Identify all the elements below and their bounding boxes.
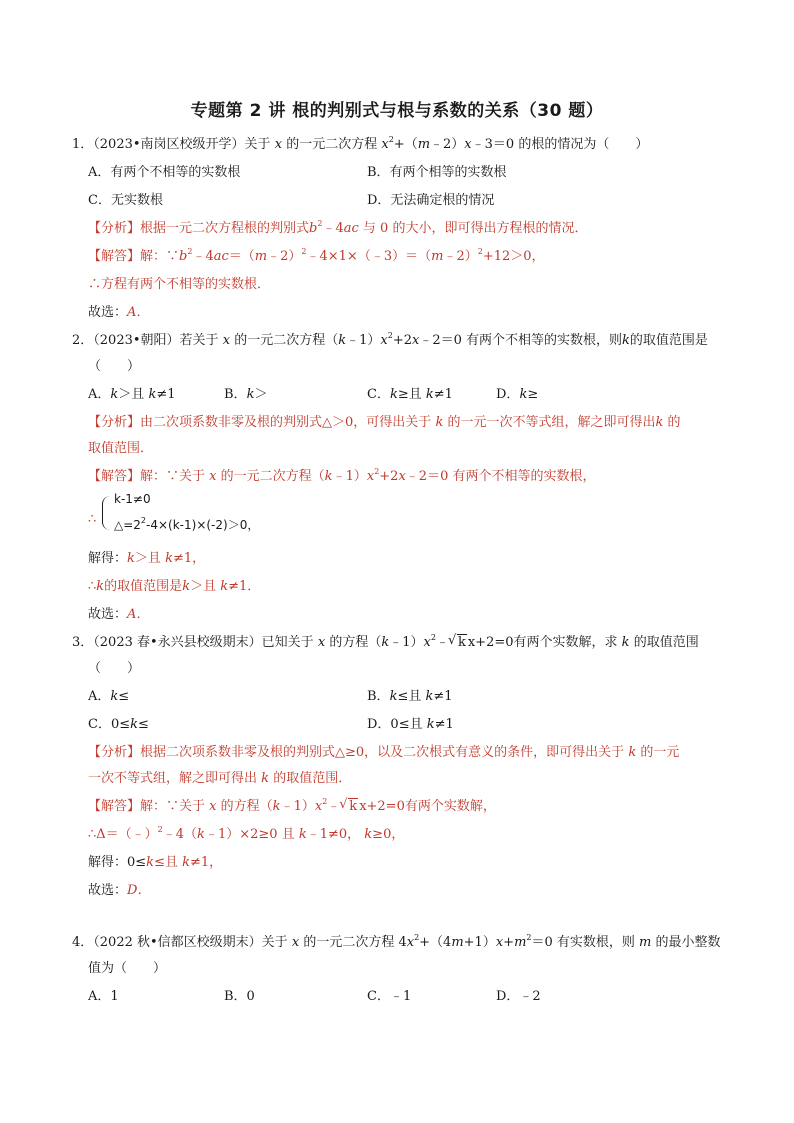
analysis-text: 一次不等式组，解之即可得出 xyxy=(88,771,258,786)
q3-text: x+2=0有两个实数解，求 xyxy=(467,635,618,650)
system-row-1: k-1≠0 xyxy=(114,492,151,506)
q2-text: ﹣1） xyxy=(346,333,381,348)
option-text: ≤且 xyxy=(397,689,422,704)
q3-option-a xyxy=(88,688,129,706)
var: k xyxy=(425,387,434,402)
solution-text: ∴Δ＝（﹣） xyxy=(88,827,158,842)
result-text: ≠1， xyxy=(190,855,223,870)
q1-conclusion: ∴方程有两个不相等的实数根． xyxy=(88,277,271,292)
result-text: ≠1， xyxy=(172,551,206,566)
q4-text: 的最小整数 xyxy=(655,935,721,950)
var: k xyxy=(628,745,637,760)
q1-option-c: C．无实数根 xyxy=(88,193,163,208)
solution-text: ﹣1） xyxy=(332,469,367,484)
q1-source: （2023•南岗区校级开学） xyxy=(93,137,245,152)
solution-text: ﹣2） xyxy=(267,249,302,264)
exponent: 2 xyxy=(187,247,193,256)
therefore-symbol: ∴ xyxy=(88,512,97,527)
q4-option-c: C．﹣1 xyxy=(367,989,412,1004)
exponent: 2 xyxy=(414,933,420,942)
q3-text: 的方程（ xyxy=(329,635,382,650)
exponent: 2 xyxy=(301,247,307,256)
answer-label: 故选： xyxy=(88,607,128,622)
analysis-text: 根据一元二次方程根的判别式 xyxy=(140,221,310,236)
result-label: 解得：0≤ xyxy=(88,855,147,870)
var: k xyxy=(182,579,191,594)
q2-result-range xyxy=(88,578,260,596)
q4-text: + xyxy=(503,935,515,950)
q3-analysis xyxy=(88,744,679,762)
sqrt-icon xyxy=(340,798,358,816)
var: k xyxy=(130,717,139,732)
q1-option-b: B．有两个相等的实数根 xyxy=(367,165,507,180)
q4-text: +（4 xyxy=(419,935,452,950)
var: k xyxy=(338,333,347,348)
var: k xyxy=(220,579,229,594)
var: a xyxy=(343,221,352,236)
q1-text: +（ xyxy=(393,137,418,152)
analysis-text: 的一元一次不等式组，解之即可得出 xyxy=(447,415,656,430)
var: x xyxy=(464,137,472,152)
option-text: ≠1 xyxy=(156,387,176,402)
q2-text: 的取值范围是 xyxy=(629,333,708,348)
solution-text: 解：∵ xyxy=(140,249,180,264)
answer-value: A． xyxy=(127,607,150,622)
sqrt-icon xyxy=(449,634,467,652)
q2-number: 2． xyxy=(72,333,94,348)
q3-result xyxy=(88,854,222,872)
option-text: ＞且 xyxy=(118,387,145,402)
page-title: 专题第 2 讲 根的判别式与根与系数的关系（30 题） xyxy=(190,101,604,121)
option-text: ≤ xyxy=(138,717,149,732)
result-text: ＞且 xyxy=(190,579,217,594)
q3-number: 3． xyxy=(72,635,94,650)
exponent: 2 xyxy=(430,633,436,642)
solution-text: ﹣ xyxy=(327,799,341,814)
exponent: 2 xyxy=(140,516,147,525)
solution-text: 的一元二次方程（ xyxy=(220,469,325,484)
analysis-text: 的一元 xyxy=(640,745,680,760)
var: k xyxy=(364,827,373,842)
exponent: 2 xyxy=(322,797,328,806)
solution-text: 的方程（ xyxy=(220,799,273,814)
var: m xyxy=(254,249,268,264)
result-text: ＞且 xyxy=(134,551,161,566)
var: k xyxy=(622,333,630,348)
q3-solution-2 xyxy=(88,826,404,844)
result-text: 的取值范围是 xyxy=(104,579,183,594)
solution-text: ﹣1≠0， xyxy=(306,827,361,842)
var: k xyxy=(261,771,270,786)
q4-option-b: B．0 xyxy=(224,989,255,1004)
solution-text: ﹣1） xyxy=(280,799,315,814)
var: x xyxy=(495,935,504,950)
q4-text: +1） xyxy=(463,935,496,950)
option-text: ≥ xyxy=(527,387,539,402)
var: x xyxy=(317,635,326,650)
system-text: △=2 xyxy=(114,518,141,532)
q1-text: ﹣3＝0 的根的情况为（ ） xyxy=(471,137,649,152)
var: k xyxy=(655,415,664,430)
var: k xyxy=(298,827,307,842)
analysis-tag: 【分析】 xyxy=(88,415,141,430)
q2-text: 的一元二次方程（ xyxy=(234,333,339,348)
exponent: 2 xyxy=(387,331,393,340)
solution-text: ﹣4×1×（﹣3）＝（ xyxy=(306,249,432,264)
var: m xyxy=(639,935,652,950)
q3-stem xyxy=(72,634,699,652)
var: x xyxy=(366,469,375,484)
option-text: ＞ xyxy=(254,387,268,402)
q3-paren: （ ） xyxy=(88,661,141,676)
answer-label: 故选： xyxy=(88,883,128,898)
var: c xyxy=(351,221,359,236)
option-letter: A． xyxy=(88,689,111,704)
q2-option-c xyxy=(367,386,453,404)
result-text: ∴ xyxy=(88,579,97,594)
result-label: 解得： xyxy=(88,551,128,566)
var: m xyxy=(417,137,431,152)
solution-text: ﹣2） xyxy=(443,249,478,264)
q4-stem-cont: 值为（ ） xyxy=(88,961,167,976)
system-row-2 xyxy=(114,516,259,533)
q2-text: ﹣2＝0 有两个不相等的实数根，则 xyxy=(419,333,623,348)
q4-source: （2022 秋•信都区校级期末） xyxy=(93,935,262,950)
exponent: 2 xyxy=(157,825,163,834)
solution-text: +2 xyxy=(379,469,399,484)
option-text: ≠1 xyxy=(433,387,453,402)
solution-text: +12＞0， xyxy=(482,249,545,264)
solution-text: ﹣4 xyxy=(192,249,214,264)
var: k xyxy=(272,799,281,814)
var: k xyxy=(519,387,528,402)
var: b xyxy=(179,249,188,264)
var: m xyxy=(431,249,444,264)
q4-option-d: D．﹣2 xyxy=(496,989,541,1004)
var: k xyxy=(146,855,155,870)
q2-text: +2 xyxy=(392,333,412,348)
result-text: ≤且 xyxy=(154,855,178,870)
system-text: ， xyxy=(247,518,260,532)
exponent: 2 xyxy=(477,247,483,256)
analysis-text: 的取值范围． xyxy=(273,771,352,786)
var: m xyxy=(514,935,527,950)
q1-text: 的一元二次方程 xyxy=(286,137,378,152)
var: c xyxy=(221,249,229,264)
var: k xyxy=(197,827,205,842)
q2-paren: （ ） xyxy=(88,359,141,374)
var: x xyxy=(274,137,283,152)
solution-text: ﹣1）×2≥0 且 xyxy=(204,827,295,842)
q4-stem xyxy=(72,934,721,952)
option-letter: D． xyxy=(496,387,520,402)
q2-analysis-cont: 取值范围． xyxy=(88,441,154,456)
var: k xyxy=(246,387,255,402)
q2-option-d xyxy=(496,386,538,404)
var: a xyxy=(213,249,222,264)
q1-option-a: A．有两个不相等的实数根 xyxy=(88,165,241,180)
var: x xyxy=(406,935,415,950)
exponent: 2 xyxy=(317,219,323,228)
option-text: ≤ xyxy=(118,689,130,704)
q4-option-a: A．1 xyxy=(88,989,119,1004)
q2-answer xyxy=(88,606,149,624)
var: b xyxy=(309,221,318,236)
var: k xyxy=(435,415,444,430)
q1-answer xyxy=(88,304,149,322)
q3-text: ﹣ xyxy=(435,635,449,650)
q3-option-b xyxy=(367,688,453,706)
q1-solution xyxy=(88,248,545,266)
q4-text: 的一元二次方程 4 xyxy=(303,935,407,950)
q1-text: ﹣2） xyxy=(430,137,465,152)
analysis-tag: 【分析】 xyxy=(88,221,141,236)
q3-text: 已知关于 xyxy=(261,635,314,650)
analysis-text: 的 xyxy=(667,415,681,430)
answer-value: A． xyxy=(127,305,150,320)
q2-text: 若关于 xyxy=(179,333,219,348)
option-letter: B． xyxy=(367,689,390,704)
var: x xyxy=(411,333,420,348)
var: k xyxy=(324,469,333,484)
q1-number: 1． xyxy=(72,137,94,152)
var: k xyxy=(425,689,434,704)
q2-solution xyxy=(88,468,595,486)
radicand: k xyxy=(349,799,358,814)
var: k xyxy=(96,579,105,594)
q4-number: 4． xyxy=(72,935,94,950)
q2-option-a xyxy=(88,386,176,404)
q1-stem xyxy=(72,136,648,154)
q2-analysis xyxy=(88,414,681,432)
result-text: ≠1． xyxy=(228,579,261,594)
q3-answer xyxy=(88,882,150,900)
analysis-text: 根据二次项系数非零及根的判别式△≥0，以及二次根式有意义的条件，即可得出关于 xyxy=(140,745,625,760)
var: k xyxy=(165,551,173,566)
var: k xyxy=(381,635,390,650)
var: k xyxy=(389,689,398,704)
solution-text: x+2=0有两个实数解， xyxy=(359,799,496,814)
analysis-text: 由二次项系数非零及根的判别式△＞0，可得出关于 xyxy=(140,415,432,430)
brace-icon xyxy=(102,496,111,530)
exponent: 2 xyxy=(388,135,394,144)
solution-text: ≥0， xyxy=(372,827,405,842)
option-letter: B． xyxy=(224,387,247,402)
q1-analysis xyxy=(88,220,587,238)
option-letter: A． xyxy=(88,387,111,402)
solution-text: 解：∵关于 xyxy=(140,799,206,814)
exponent: 2 xyxy=(374,467,380,476)
var: m xyxy=(451,935,464,950)
var: x xyxy=(314,799,323,814)
q3-source: （2023 春•永兴县校级期末） xyxy=(93,635,262,650)
var: x xyxy=(380,333,388,348)
q3-text: ﹣1） xyxy=(389,635,424,650)
solution-tag: 【解答】 xyxy=(88,469,141,484)
var: x xyxy=(423,635,431,650)
var: x xyxy=(291,935,300,950)
exponent: 2 xyxy=(526,933,532,942)
q3-option-d xyxy=(367,716,454,734)
var: k xyxy=(110,689,119,704)
option-text: ≠1 xyxy=(433,689,453,704)
answer-label: 故选： xyxy=(88,305,128,320)
q1-option-d: D．无法确定根的情况 xyxy=(367,193,495,208)
var: k xyxy=(426,717,435,732)
var: x xyxy=(222,333,231,348)
q3-solution xyxy=(88,798,496,816)
solution-text: ﹣2＝0 有两个不相等的实数根， xyxy=(405,469,596,484)
analysis-text: ﹣4 xyxy=(322,221,344,236)
solution-tag: 【解答】 xyxy=(88,799,141,814)
var: k xyxy=(182,855,190,870)
option-letter: D．0≤且 xyxy=(367,717,423,732)
var: k xyxy=(110,387,119,402)
q2-result xyxy=(88,550,205,568)
answer-value: D． xyxy=(127,883,151,898)
option-letter: C．0≤ xyxy=(88,717,131,732)
var: x xyxy=(398,469,406,484)
q3-option-c xyxy=(88,716,149,734)
q1-text: 关于 xyxy=(244,137,271,152)
var: x xyxy=(209,799,217,814)
q3-analysis-cont xyxy=(88,770,351,788)
var: k xyxy=(389,387,398,402)
var: k xyxy=(621,635,630,650)
analysis-text: 与 0 的大小，即可得出方程根的情况． xyxy=(362,221,588,236)
option-text: ≠1 xyxy=(434,717,454,732)
option-text: ≥且 xyxy=(397,387,422,402)
q2-source: （2023•朝阳） xyxy=(93,333,180,348)
var: x xyxy=(209,469,217,484)
solution-text: ＝（ xyxy=(228,249,255,264)
solution-text: ﹣4（ xyxy=(162,827,198,842)
q4-text: ＝0 有实数根，则 xyxy=(531,935,635,950)
radicand: k xyxy=(457,635,466,650)
analysis-tag: 【分析】 xyxy=(88,745,141,760)
var: k xyxy=(127,551,135,566)
var: k xyxy=(148,387,157,402)
var: x xyxy=(381,137,389,152)
q3-text: 的取值范围 xyxy=(633,635,699,650)
q2-stem xyxy=(72,332,708,350)
q2-option-b xyxy=(224,386,267,404)
solution-tag: 【解答】 xyxy=(88,249,141,264)
q4-text: 关于 xyxy=(261,935,288,950)
option-letter: C． xyxy=(367,387,390,402)
solution-text: 解：∵关于 xyxy=(140,469,206,484)
system-text: -4×(k-1)×(-2)＞0 xyxy=(146,518,248,532)
